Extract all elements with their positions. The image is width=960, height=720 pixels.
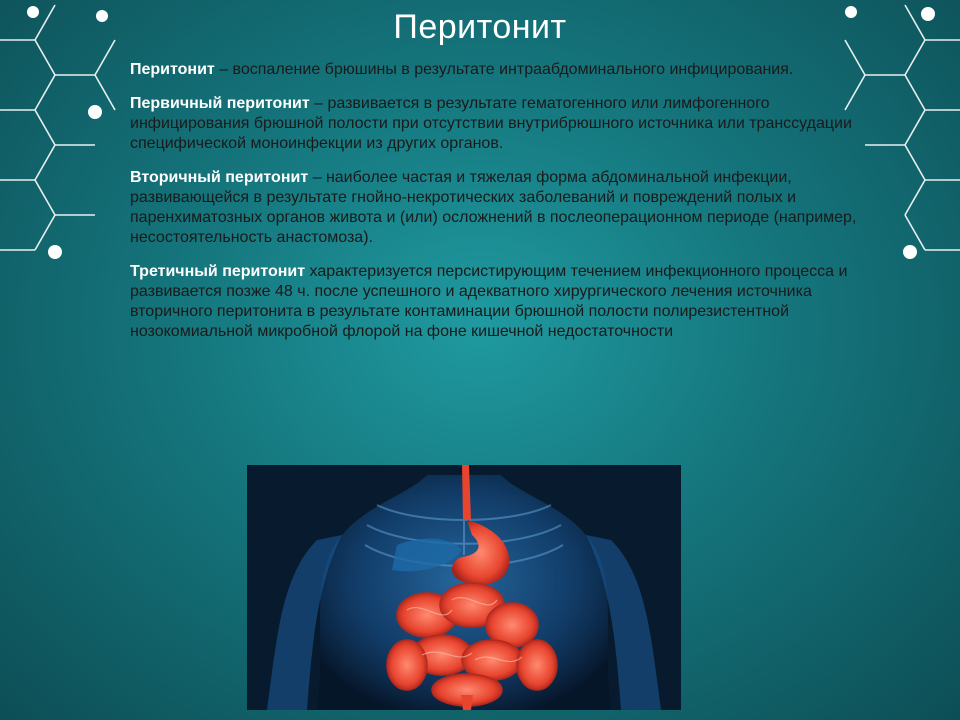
term-secondary: Вторичный перитонит [130,169,309,186]
term-primary: Первичный перитонит [130,95,310,112]
slide-title: Перитонит [393,8,567,46]
paragraph-peritonitis [130,60,875,80]
slide-content [130,60,875,356]
paragraph-primary [130,94,875,154]
paragraph-secondary [130,168,875,248]
paragraph-tertiary [130,262,875,342]
definition-tertiary: характеризуется персистирующим течением инфекционного процесса и развивается позже 48 ч. после успешного и адекватного хирургического лечения источника вторичного перитонита в результате контаминации брюшной полости полирезистентной нозокомиальной микробной флорой на фоне кишечной недостаточности [130,263,848,340]
definition-secondary: – наиболее частая и тяжелая форма абдоминальной инфекции, развивающейся в результате гнойно-некротических заболеваний и повреждений полых и паренхиматозных органов живота и (или) осложнений в послеоперационном периоде (например, несостоятельность анастомоза). [130,169,857,246]
definition-peritonitis: – воспаление брюшины в результате интраабдоминального инфицирования. [214,61,794,78]
digestive-system-illustration [247,465,681,710]
definition-primary: – развивается в результате гематогенного или лимфогенного инфицирования брюшной полости при отсутствии внутрибрюшного источника или транссудации специфической моноинфекции из других органов. [130,95,852,152]
term-peritonitis: Перитонит [130,61,215,78]
term-tertiary: Третичный перитонит [130,263,306,280]
